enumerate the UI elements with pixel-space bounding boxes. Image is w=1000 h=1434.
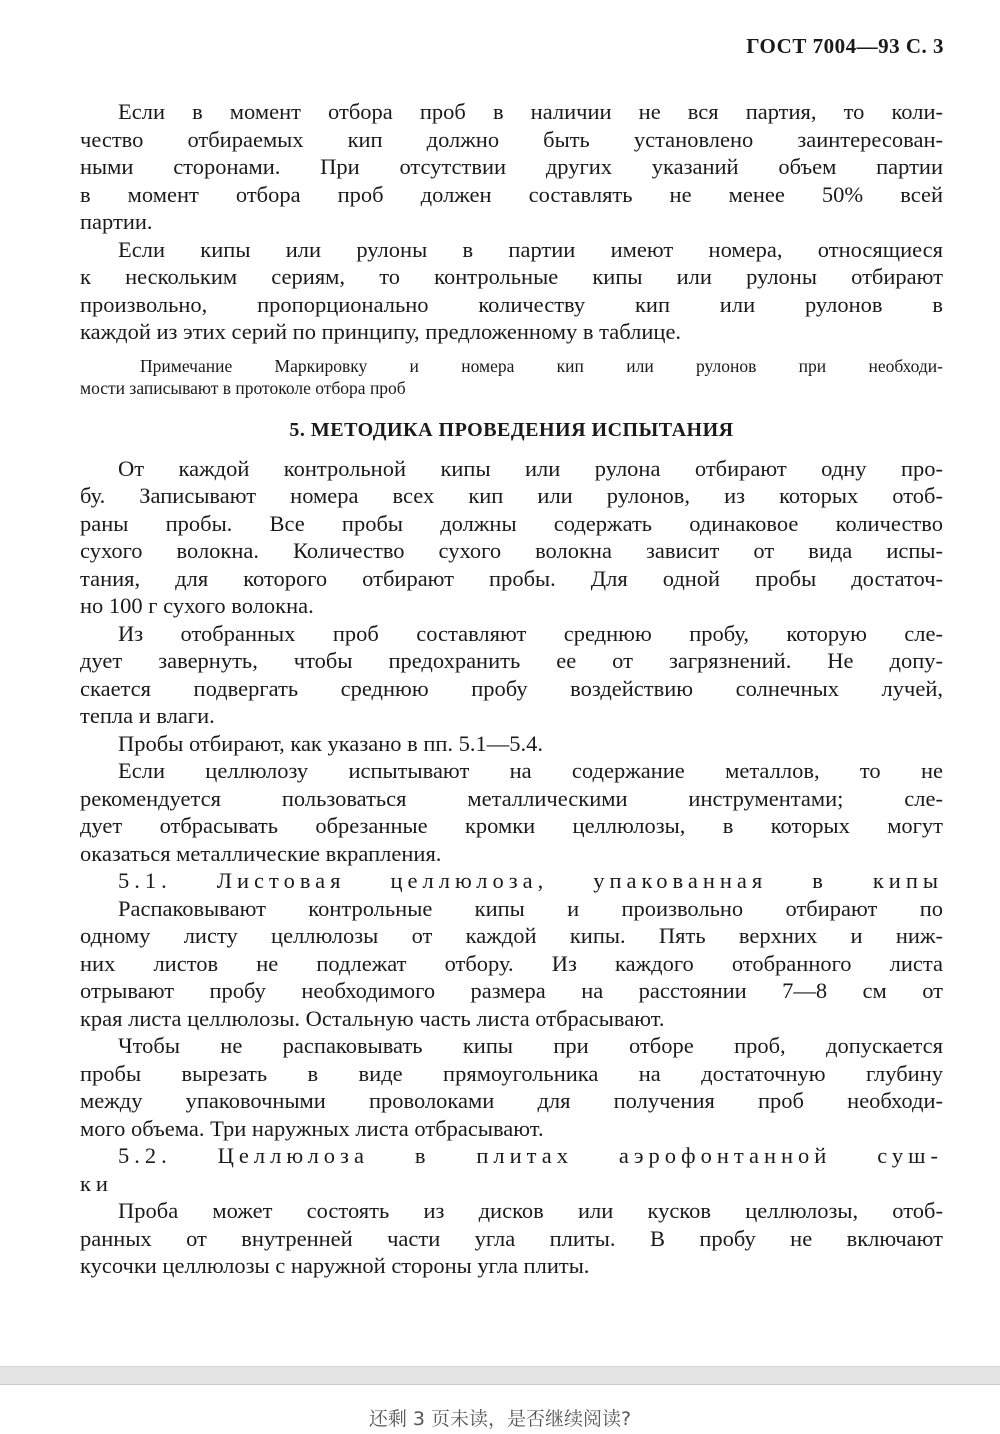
text-line: чество отбираемых кип должно быть установлено заинтересован- <box>80 126 943 152</box>
text-line: Если кипы или рулоны в партии имеют номера, относящиеся <box>118 236 943 262</box>
text-line: но 100 г сухого волокна. <box>80 593 314 618</box>
text-line: скается подвергать среднюю пробу воздействию солнечных лучей, <box>80 675 943 701</box>
page-separator <box>0 1366 1000 1385</box>
text-line: сухого волокна. Количество сухого волокна зависит от вида испы- <box>80 538 943 563</box>
text-line: в момент отбора проб должен составлять не менее 50% всей <box>80 181 943 207</box>
text-line: тания, для которого отбирают пробы. Для одной пробы достаточ- <box>80 565 943 591</box>
subsection-title <box>80 1142 943 1197</box>
text-line: Из отобранных проб составляют среднюю пробу, которую сле- <box>118 620 943 646</box>
note <box>80 355 943 399</box>
text-line: оказаться металлические вкрапления. <box>80 840 442 866</box>
text-line: дует завернуть, чтобы предохранить ее от загрязнений. Не допу- <box>80 648 943 673</box>
text-line: отрывают пробу необходимого размера на расстоянии 7—8 см от <box>80 978 943 1003</box>
text-line: Проба может состоять из дисков или кусков целлюлозы, отоб- <box>118 1198 943 1223</box>
paragraph <box>80 98 943 236</box>
text-line: между упаковочными проволоками для получения проб необходи- <box>80 1088 943 1113</box>
text-line: них листов не подлежат отбору. Из каждого отобранного листа <box>80 950 943 976</box>
text-line: От каждой контрольной кипы или рулона отбирают одну про- <box>118 455 943 481</box>
document-body <box>80 98 943 1280</box>
text-line: дует отбрасывать обрезанные кромки целлюлозы, в которых могут <box>80 813 943 838</box>
subsection-title: 5.1. Листовая целлюлоза, упакованная в кипы <box>118 868 943 893</box>
text-line: ки <box>80 1170 113 1196</box>
text-line: Если целлюлозу испытывают на содержание металлов, то не <box>118 758 943 783</box>
text-line: Распаковывают контрольные кипы и произвольно отбирают по <box>118 895 943 921</box>
text-line: Примечание Маркировку и номера кип или рулонов при необходи- <box>140 355 943 376</box>
text-line: рекомендуется пользоваться металлическими инструментами; сле- <box>80 785 943 811</box>
text-line: края листа целлюлозы. Остальную часть листа отбрасывают. <box>80 1005 665 1031</box>
text-line: мого объема. Три наружных листа отбрасывают. <box>80 1115 544 1141</box>
continue-reading-link[interactable]: 还剩 3 页未读，是否继续阅读? <box>368 1408 632 1430</box>
text-line: каждой из этих серий по принципу, предложенному в таблице. <box>80 319 682 344</box>
text-line: партии. <box>80 209 153 234</box>
paragraph <box>80 757 943 867</box>
text-line: ранных от внутренней части угла плиты. В пробу не включают <box>80 1225 943 1251</box>
text-line: ными сторонами. При отсутствии других указаний объем партии <box>80 154 943 179</box>
text-line: Пробы отбирают, как указано в пп. 5.1—5.4. <box>118 730 544 756</box>
section-heading: 5. МЕТОДИКА ПРОВЕДЕНИЯ ИСПЫТАНИЯ <box>289 418 734 441</box>
paragraph <box>80 236 943 346</box>
paragraph <box>80 1032 943 1142</box>
text-line: одному листу целлюлозы от каждой кипы. Пять верхних и ниж- <box>80 923 943 948</box>
paragraph <box>80 455 943 620</box>
text-line: пробы вырезать в виде прямоугольника на достаточную глубину <box>80 1060 943 1086</box>
text-line: Если в момент отбора проб в наличии не вся партия, то коли- <box>118 99 943 124</box>
page-header: ГОСТ 7004—93 С. 3 <box>746 34 944 58</box>
text-line: кусочки целлюлозы с наружной стороны угла плиты. <box>80 1253 590 1278</box>
text-line: раны пробы. Все пробы должны содержать одинаковое количество <box>80 510 943 536</box>
paragraph <box>80 620 943 730</box>
paragraph <box>80 895 943 1033</box>
text-line: Чтобы не распаковывать кипы при отборе проб, допускается <box>118 1033 943 1058</box>
text-line: к нескольким сериям, то контрольные кипы или рулоны отбирают <box>80 264 943 289</box>
text-line: произвольно, пропорционально количеству кип или рулонов в <box>80 291 943 317</box>
text-line: мости записывают в протоколе отбора проб <box>80 377 406 398</box>
text-line: 5.2. Целлюлоза в плитах аэрофонтанной суш- <box>118 1143 943 1168</box>
text-line: бу. Записывают номера всех кип или рулонов, из которых отоб- <box>80 483 943 508</box>
paragraph <box>80 730 943 758</box>
paragraph <box>80 1197 943 1280</box>
text-line: тепла и влаги. <box>80 703 215 728</box>
